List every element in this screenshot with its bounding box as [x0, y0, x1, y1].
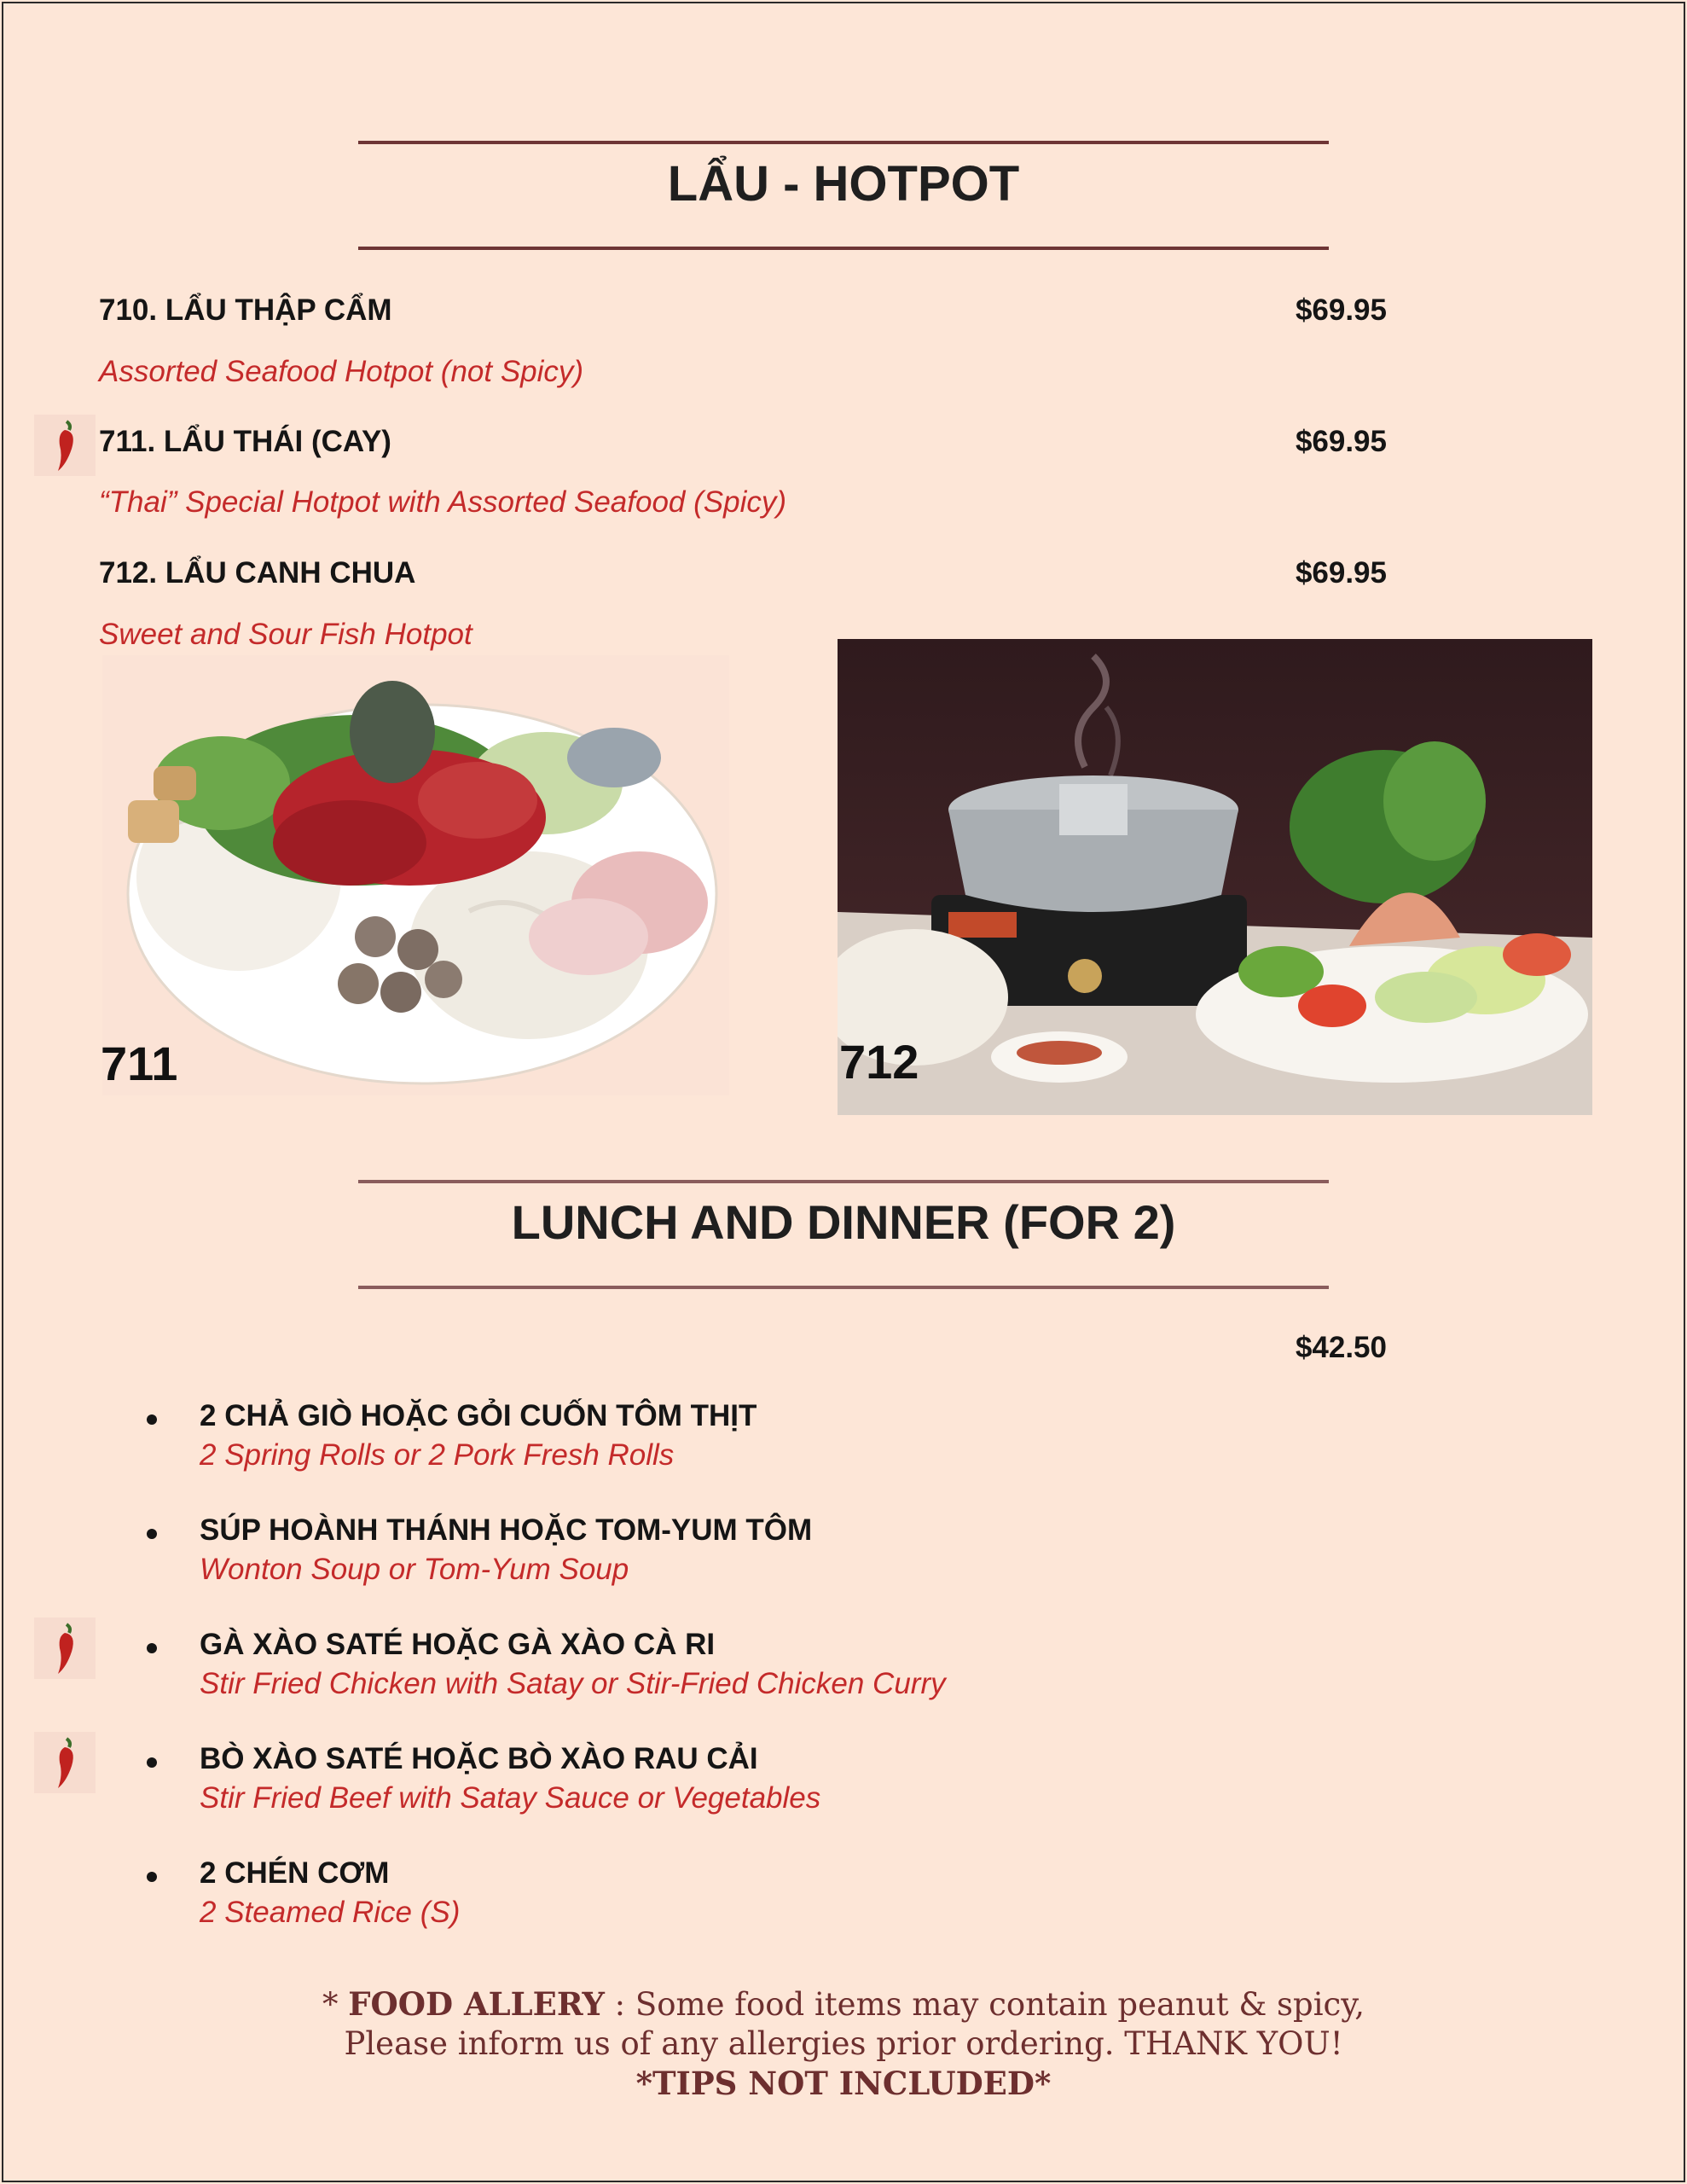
photo-label-711: 711: [101, 1037, 178, 1090]
menu-item-price: $69.95: [1295, 425, 1387, 458]
combo-item-description: Stir Fried Beef with Satay Sauce or Vegetables: [200, 1781, 821, 1815]
combo-item-name: 2 CHÉN CƠM: [200, 1856, 390, 1890]
combo-item-name: 2 CHẢ GIÒ HOẶC GỎI CUỐN TÔM THỊT: [200, 1399, 757, 1432]
combo-item-description: 2 Steamed Rice (S): [200, 1896, 461, 1929]
menu-item-name: 712. LẨU CANH CHUA: [99, 556, 416, 590]
bullet-marker: [147, 1757, 157, 1768]
allergy-notice: [0, 1984, 1687, 2104]
menu-item-price: $69.95: [1295, 293, 1387, 327]
combo-item-name: GÀ XÀO SATÉ HOẶC GÀ XÀO CÀ RI: [200, 1628, 716, 1661]
combo-item-description: 2 Spring Rolls or 2 Pork Fresh Rolls: [200, 1438, 675, 1472]
combo-price: $42.50: [1295, 1331, 1387, 1364]
allergy-line-1-text: : Some food items may contain peanut & spicy,: [604, 1986, 1365, 2023]
chili-pepper-icon: [34, 1732, 96, 1793]
photo-label-712: 712: [839, 1035, 919, 1089]
allergy-label: FOOD ALLERY: [348, 1985, 605, 2023]
photo-hotpot-scene: [838, 639, 1592, 1115]
menu-item-description: Assorted Seafood Hotpot (not Spicy): [99, 355, 584, 388]
combo-bottom-rule: [358, 1286, 1329, 1289]
allergy-star: *: [322, 1986, 339, 2023]
hotpot-top-rule: [358, 141, 1329, 144]
chili-pepper-icon: [34, 415, 96, 476]
combo-item-name: SÚP HOÀNH THÁNH HOẶC TOM-YUM TÔM: [200, 1513, 813, 1547]
allergy-line-2: Please inform us of any allergies prior ordering. THANK YOU!: [344, 2025, 1343, 2062]
bullet-marker: [147, 1872, 157, 1882]
hotpot-bottom-rule: [358, 247, 1329, 250]
combo-top-rule: [358, 1180, 1329, 1183]
tips-notice-text: *TIPS NOT INCLUDED*: [635, 2065, 1052, 2102]
combo-item-description: Wonton Soup or Tom-Yum Soup: [200, 1553, 629, 1586]
chili-pepper-icon: [34, 1618, 96, 1679]
combo-item-description: Stir Fried Chicken with Satay or Stir-Fried Chicken Curry: [200, 1667, 946, 1700]
menu-item-description: “Thai” Special Hotpot with Assorted Seafood (Spicy): [99, 485, 787, 519]
menu-item-name: 711. LẨU THÁI (CAY): [99, 425, 391, 458]
tips-notice: [0, 2064, 1687, 2104]
menu-item-description: Sweet and Sour Fish Hotpot: [99, 618, 472, 651]
menu-item-name: 710. LẨU THẬP CẨM: [99, 293, 392, 327]
combo-item-name: BÒ XÀO SATÉ HOẶC BÒ XÀO RAU CẢI: [200, 1742, 758, 1775]
hotpot-section-title: LẨU - HOTPOT: [667, 156, 1020, 212]
menu-item-price: $69.95: [1295, 556, 1387, 590]
allergy-line-1: [0, 1984, 1687, 2024]
bullet-marker: [147, 1414, 157, 1425]
photo-seafood-platter: [102, 655, 729, 1095]
bullet-marker: [147, 1529, 157, 1539]
combo-section-title: LUNCH AND DINNER (FOR 2): [511, 1195, 1176, 1249]
bullet-marker: [147, 1643, 157, 1653]
